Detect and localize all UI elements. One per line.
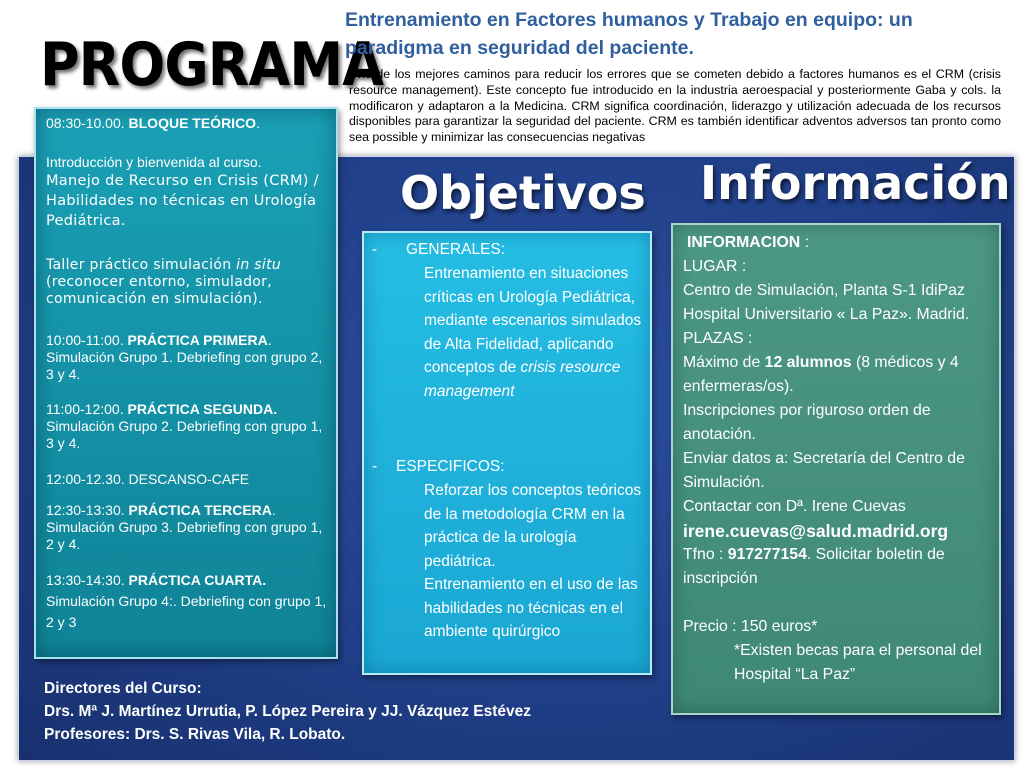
dash-general: -	[372, 241, 378, 258]
directors-block	[44, 677, 644, 746]
block-title: PRÁCTICA TERCERA	[128, 502, 272, 518]
specific-item-1: Reforzar los conceptos teóricos de la metodología CRM en la práctica de la urología pediátrica.	[424, 482, 642, 570]
general-em: crisis resource management	[424, 359, 621, 400]
workshop-rest: (reconocer entorno, simulador, comunicación en simulación).	[46, 274, 272, 307]
info-label: INFORMACION	[687, 234, 801, 251]
block-title: PRÁCTICA CUARTA.	[128, 572, 267, 588]
grants-note: *Existen becas para el personal del Hospital “La Paz”	[734, 642, 982, 683]
punct: .	[271, 502, 276, 518]
schedule-block-practice-3	[46, 502, 331, 553]
block-desc: Simulación Grupo 3. Debriefing con grupo 1, 2 y 4.	[46, 519, 323, 552]
seats	[683, 351, 991, 399]
dash-specific: -	[372, 458, 378, 475]
schedule-block-practice-4	[46, 570, 331, 633]
block-desc: Simulación Grupo 1. Debriefing con grupo 2, 3 y 4.	[46, 349, 323, 382]
phone-pre: Tfno :	[683, 546, 728, 563]
seats-count: 12 alumnos	[764, 354, 852, 371]
objectives-heading: Objetivos	[400, 166, 646, 220]
seats-pre: Máximo de	[683, 354, 765, 371]
information-heading: Información	[700, 156, 1011, 210]
phone-post: . Solicitar boletin de inscripción	[683, 546, 945, 587]
punct: .	[267, 332, 272, 348]
general-body: Entrenamiento en situaciones críticas en Urología Pediátrica, mediante escenarios simulados de Alta Fidelidad, aplicando conceptos de	[424, 265, 642, 376]
time: 11:00-12:00.	[46, 401, 128, 417]
general-label: GENERALES:	[406, 241, 506, 258]
directors-names: Drs. Mª J. Martínez Urrutia, P. López Pereira y JJ. Vázquez Estévez	[44, 703, 531, 720]
time: 10:00-11:00.	[46, 332, 128, 348]
objectives-box	[362, 231, 652, 675]
time: 08:30-10.00.	[46, 115, 129, 131]
workshop-text: Taller práctico simulación	[46, 257, 237, 273]
crm-line: Manejo de Recurso en Crisis (CRM) / Habilidades no técnicas en Urología Pediátrica.	[46, 173, 319, 229]
schedule-block-intro	[46, 154, 331, 231]
place-label: LUGAR :	[683, 258, 747, 275]
programa-title: PROGRAMA	[40, 30, 384, 100]
schedule-box	[34, 107, 338, 659]
information-box	[671, 223, 1001, 715]
info-colon: :	[800, 234, 809, 251]
price: Precio : 150 euros*	[683, 618, 818, 635]
contact: Contactar con Dª. Irene Cuevas	[683, 498, 906, 515]
seats-label: PLAZAS :	[683, 330, 753, 347]
schedule-block-theory	[46, 115, 331, 132]
time: 13:30-14:30.	[46, 572, 129, 588]
registration: Inscripciones por riguroso orden de anotación.	[683, 402, 931, 443]
phone: 917277154	[727, 546, 807, 563]
general-text	[424, 262, 644, 403]
specific-text	[424, 479, 646, 644]
schedule-block-break: 12:00-12.30. DESCANSO-CAFE	[46, 471, 250, 487]
course-title: Entrenamiento en Factores humanos y Trabajo en equipo: un paradigma en seguridad del paciente.	[345, 9, 913, 59]
intro-paragraph: Uno de los mejores caminos para reducir los errores que se cometen debido a factores humanos es el CRM (crisis resource management). Este concepto fue introducido en la industria aeroespacial y posteriormente Gaba y cols. la modificaron y adaptaron a la Medicina. CRM significa coordinación, liderazgo y utilización adecuada de los recursos disponibles para garantizar la seguridad del paciente. CRM es también identificar adventos adversos tan pronto como sea possible y minimizar las consecuencias negativas	[349, 67, 1001, 145]
block-title: PRÁCTICA SEGUNDA.	[127, 401, 278, 417]
block-title: BLOQUE TEÓRICO	[128, 115, 257, 131]
workshop-em: in situ	[236, 257, 282, 273]
schedule-block-practice-2	[46, 401, 331, 452]
block-desc: Simulación Grupo 4:. Debriefing con grupo 1, 2 y 3	[46, 593, 327, 630]
place: Centro de Simulación, Planta S-1 IdiPaz Hospital Universitario « La Paz». Madrid.	[683, 282, 970, 323]
directors-label: Directores del Curso:	[44, 680, 202, 697]
schedule-block-workshop	[46, 257, 331, 308]
email-link[interactable]: irene.cuevas@salud.madrid.org	[683, 521, 949, 541]
schedule-block-practice-1	[46, 332, 331, 383]
phone-line	[683, 543, 991, 591]
info-label-line	[683, 231, 991, 255]
specific-item-2: Entrenamiento en el uso de las habilidades no técnicas en el ambiente quirúrgico	[424, 576, 638, 640]
seats-post: (8 médicos y 4 enfermeras/os).	[683, 354, 959, 395]
time: 12:30-13:30.	[46, 502, 129, 518]
block-desc: Simulación Grupo 2. Debriefing con grupo 1, 3 y 4.	[46, 418, 323, 451]
specific-label: ESPECIFICOS:	[396, 458, 505, 475]
send-data: Enviar datos a: Secretaría del Centro de Simulación.	[683, 450, 965, 491]
intro-line: Introducción y bienvenida al curso.	[46, 154, 262, 170]
punct: .	[256, 115, 260, 131]
block-title: PRÁCTICA PRIMERA	[127, 332, 268, 348]
professors: Profesores: Drs. S. Rivas Vila, R. Lobato.	[44, 726, 346, 743]
